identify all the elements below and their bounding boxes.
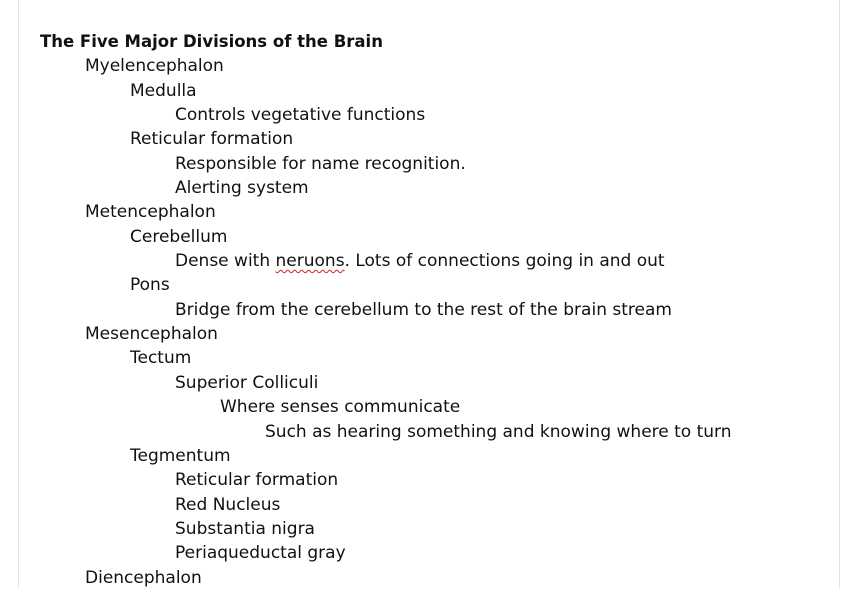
outline-item: Controls vegetative functions xyxy=(175,105,426,126)
outline-item: Reticular formation xyxy=(175,470,339,491)
outline-item: Cerebellum xyxy=(130,226,228,247)
outline-item: Red Nucleus xyxy=(175,494,281,515)
outline-item: Mesencephalon xyxy=(85,324,218,345)
document-title: The Five Major Divisions of the Brain xyxy=(40,32,383,51)
outline-item: Diencephalon xyxy=(85,567,202,588)
outline-item: Tectum xyxy=(130,348,192,369)
outline-item: Where senses communicate xyxy=(220,397,461,418)
outline-item: Alerting system xyxy=(175,178,309,199)
document-page xyxy=(18,0,840,588)
outline-item: Such as hearing something and knowing where to turn xyxy=(265,421,732,442)
outline-item: Pons xyxy=(130,275,170,296)
outline-item: Medulla xyxy=(130,80,197,101)
outline-text: . Lots of connections going in and out xyxy=(344,251,665,272)
outline-item: Superior Colliculi xyxy=(175,372,319,393)
outline-text: Dense with xyxy=(175,251,276,272)
outline-item: Tegmentum xyxy=(130,445,231,466)
outline-item: Bridge from the cerebellum to the rest of the brain stream xyxy=(175,299,672,320)
misspelled-word[interactable]: neruons xyxy=(275,251,345,272)
document-body[interactable] xyxy=(40,30,830,590)
outline-item xyxy=(40,249,830,273)
outline-item: Reticular formation xyxy=(130,129,294,150)
outline-item: Substantia nigra xyxy=(175,518,315,539)
outline-item: Metencephalon xyxy=(85,202,216,223)
outline-item: Myelencephalon xyxy=(85,56,224,77)
outline-item: Responsible for name recognition. xyxy=(175,153,466,174)
outline-item: Periaqueductal gray xyxy=(175,543,346,564)
